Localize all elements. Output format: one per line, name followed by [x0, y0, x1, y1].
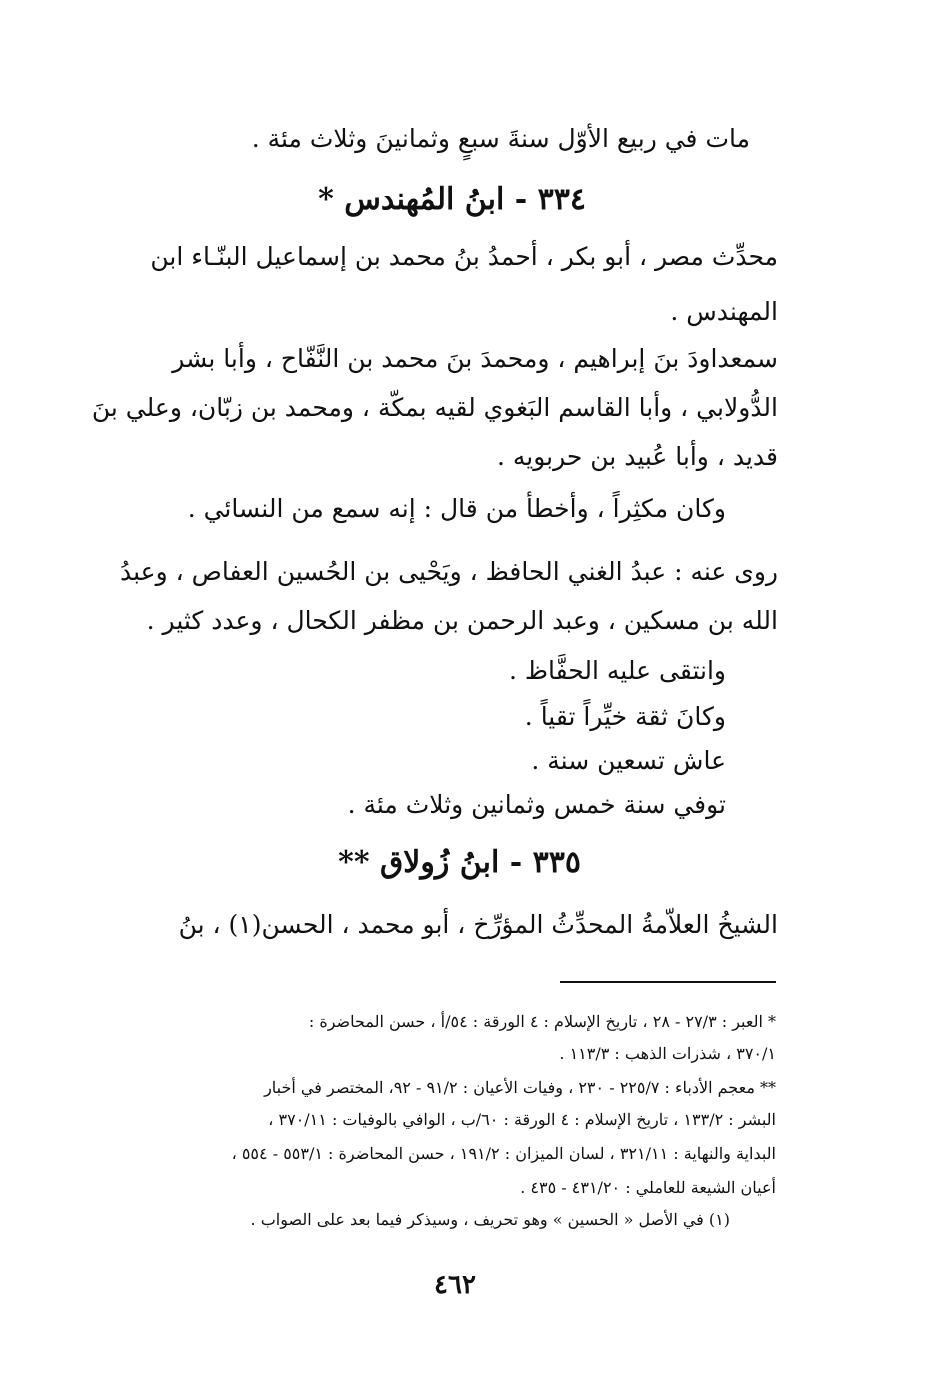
text-line: وكانَ ثقة خيِّراً تقياً .: [524, 702, 726, 731]
text-line: قديد ، وأبا عُبيد بن حربويه .: [496, 442, 778, 471]
footnote-divider: [560, 981, 776, 983]
text-line: روى عنه : عبدُ الغني الحافظ ، ويَحْيى بن الحُسين العفاص ، وعبدُ: [120, 557, 778, 586]
footnote-line: ** معجم الأدباء : ٢٢٥/٧ - ٢٣٠ ، وفيات الأعيان : ٩١/٢ - ٩٢، المختصر في أخبار: [264, 1078, 776, 1097]
text-line: وكان مكثِراً ، وأخطأ من قال : إنه سمع من النسائي .: [187, 494, 726, 523]
entry-heading-334: ٣٣٤ - ابنُ المُهندس *: [318, 182, 586, 217]
text-line: توفي سنة خمس وثمانين وثلاث مئة .: [347, 790, 726, 819]
text-line: سمعداودَ بنَ إبراهيم ، ومحمدَ بنَ محمد بن النَّفّاح ، وأبا بشر: [172, 344, 778, 373]
text-line: محدِّث مصر ، أبو بكر ، أحمدُ بنُ محمد بن إسماعيل البنّـاء ابن: [150, 242, 778, 271]
text-line: الشيخُ العلاّمةُ المحدِّثُ المؤرِّخ ، أبو محمد ، الحسن(١) ، بنُ: [178, 910, 778, 939]
footnote-line: البداية والنهاية : ٣٢١/١١ ، لسان الميزان : ١٩١/٢ ، حسن المحاضرة : ٥٥٣/١ - ٥٥٤ ،: [231, 1144, 776, 1163]
text-line: وانتقى عليه الحفَّاظ .: [508, 656, 726, 685]
text-line: عاش تسعين سنة .: [531, 746, 726, 775]
footnote-line: ٣٧٠/١ ، شذرات الذهب : ١١٣/٣ .: [559, 1044, 776, 1063]
text-line: الله بن مسكين ، وعبد الرحمن بن مظفر الكحال ، وعدد كثير .: [146, 606, 778, 635]
entry-heading-335: ٣٣٥ - ابنُ زُولاق **: [338, 845, 581, 880]
text-line: الدُّولابي ، وأبا القاسم البَغوي لقيه بمكّة ، ومحمد بن زبّان، وعلي بنَ: [91, 393, 778, 422]
text-line: مات في ربيع الأوّل سنةَ سبعٍ وثمانينَ وثلاث مئة .: [251, 124, 750, 153]
footnote-line: * العبر : ٢٧/٣ - ٢٨ ، تاريخ الإسلام : ٤ الورقة : ٥٤/أ ، حسن المحاضرة :: [308, 1012, 776, 1031]
page-number: ٤٦٢: [434, 1270, 476, 1300]
footnote-line: البشر : ١٣٣/٢ ، تاريخ الإسلام : ٤ الورقة : ٦٠/ب ، الوافي بالوفيات : ٣٧٠/١١ ،: [268, 1110, 776, 1129]
footnote-line: (١) في الأصل « الحسين » وهو تحريف ، وسيذكر فيما بعد على الصواب .: [250, 1210, 730, 1229]
footnote-line: أعيان الشيعة للعاملي : ٤٣١/٢٠ - ٤٣٥ .: [520, 1178, 776, 1197]
text-line: المهندس .: [670, 297, 778, 326]
